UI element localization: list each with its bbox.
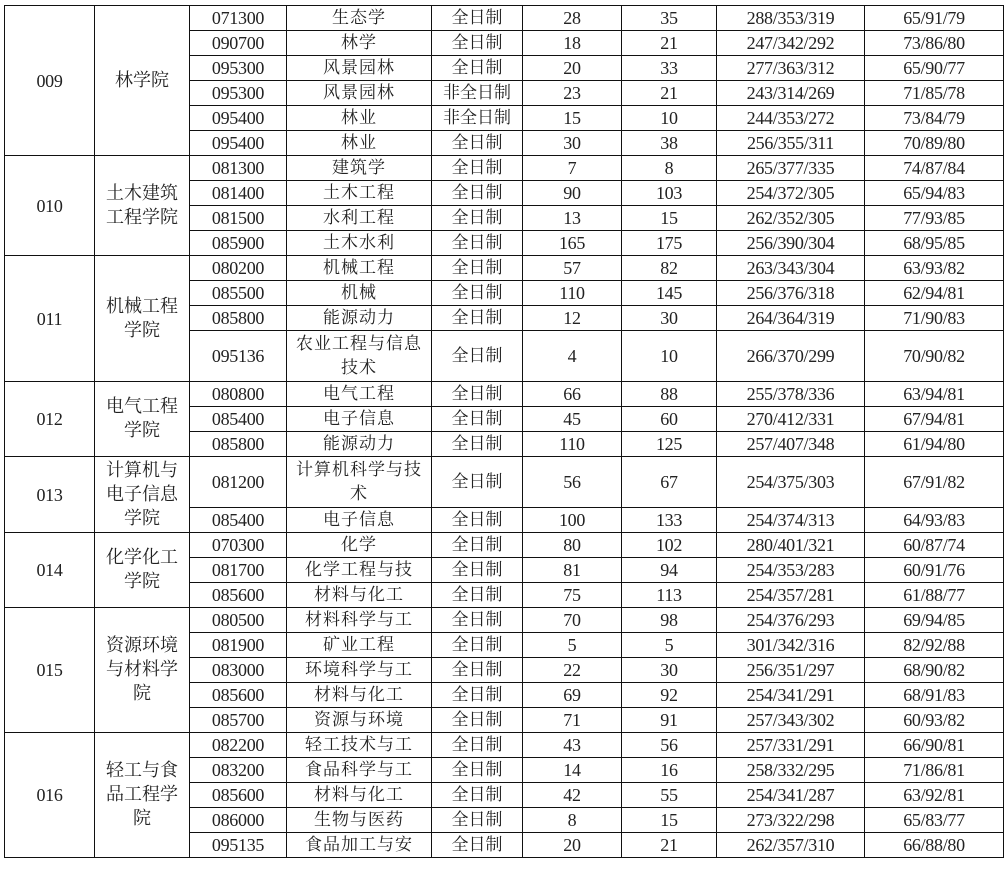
politics-score-range: 73/84/79 (865, 106, 1004, 131)
planned-count: 70 (523, 608, 622, 633)
study-mode: 全日制 (432, 808, 523, 833)
major-name: 林业 (287, 106, 432, 131)
admission-score-table (4, 5, 1004, 858)
major-name: 建筑学 (287, 156, 432, 181)
politics-score-range: 68/95/85 (865, 231, 1004, 256)
politics-score-range: 65/83/77 (865, 808, 1004, 833)
politics-score-range: 68/90/82 (865, 658, 1004, 683)
admitted-count: 113 (622, 583, 717, 608)
major-name: 材料科学与工 (287, 608, 432, 633)
major-code: 082200 (190, 733, 287, 758)
major-name: 风景园林 (287, 56, 432, 81)
planned-count: 20 (523, 833, 622, 858)
admitted-count: 38 (622, 131, 717, 156)
planned-count: 69 (523, 683, 622, 708)
study-mode: 全日制 (432, 382, 523, 407)
major-code: 081500 (190, 206, 287, 231)
study-mode: 全日制 (432, 533, 523, 558)
major-name: 化学工程与技 (287, 558, 432, 583)
admitted-count: 92 (622, 683, 717, 708)
planned-count: 42 (523, 783, 622, 808)
planned-count: 13 (523, 206, 622, 231)
major-code: 081900 (190, 633, 287, 658)
planned-count: 71 (523, 708, 622, 733)
admitted-count: 21 (622, 31, 717, 56)
school-code: 014 (5, 533, 95, 608)
major-name: 机械工程 (287, 256, 432, 281)
planned-count: 56 (523, 457, 622, 508)
study-mode: 全日制 (432, 256, 523, 281)
major-name: 水利工程 (287, 206, 432, 231)
school-code: 011 (5, 256, 95, 382)
planned-count: 45 (523, 407, 622, 432)
admitted-count: 35 (622, 6, 717, 31)
admitted-count: 102 (622, 533, 717, 558)
total-score-range: 266/370/299 (717, 331, 865, 382)
study-mode: 全日制 (432, 583, 523, 608)
school-name: 林学院 (95, 6, 190, 156)
school-code: 010 (5, 156, 95, 256)
total-score-range: 254/372/305 (717, 181, 865, 206)
planned-count: 81 (523, 558, 622, 583)
politics-score-range: 69/94/85 (865, 608, 1004, 633)
major-code: 070300 (190, 533, 287, 558)
major-code: 080800 (190, 382, 287, 407)
total-score-range: 288/353/319 (717, 6, 865, 31)
major-name: 电子信息 (287, 407, 432, 432)
table-row (5, 533, 1004, 558)
politics-score-range: 65/94/83 (865, 181, 1004, 206)
planned-count: 20 (523, 56, 622, 81)
major-name: 能源动力 (287, 306, 432, 331)
politics-score-range: 61/88/77 (865, 583, 1004, 608)
table-row (5, 382, 1004, 407)
major-name: 林学 (287, 31, 432, 56)
politics-score-range: 65/90/77 (865, 56, 1004, 81)
major-code: 095300 (190, 56, 287, 81)
planned-count: 30 (523, 131, 622, 156)
study-mode: 全日制 (432, 758, 523, 783)
politics-score-range: 62/94/81 (865, 281, 1004, 306)
major-code: 085900 (190, 231, 287, 256)
major-code: 085800 (190, 432, 287, 457)
major-name: 食品加工与安 (287, 833, 432, 858)
politics-score-range: 61/94/80 (865, 432, 1004, 457)
planned-count: 28 (523, 6, 622, 31)
total-score-range: 277/363/312 (717, 56, 865, 81)
politics-score-range: 71/85/78 (865, 81, 1004, 106)
politics-score-range: 63/93/82 (865, 256, 1004, 281)
study-mode: 全日制 (432, 206, 523, 231)
admitted-count: 10 (622, 106, 717, 131)
school-name: 轻工与食品工程学院 (95, 733, 190, 858)
total-score-range: 280/401/321 (717, 533, 865, 558)
major-name: 生物与医药 (287, 808, 432, 833)
study-mode: 全日制 (432, 658, 523, 683)
major-code: 095136 (190, 331, 287, 382)
major-code: 081700 (190, 558, 287, 583)
planned-count: 110 (523, 281, 622, 306)
major-code: 085500 (190, 281, 287, 306)
admitted-count: 55 (622, 783, 717, 808)
major-code: 081200 (190, 457, 287, 508)
total-score-range: 256/376/318 (717, 281, 865, 306)
total-score-range: 254/341/287 (717, 783, 865, 808)
total-score-range: 257/331/291 (717, 733, 865, 758)
study-mode: 全日制 (432, 131, 523, 156)
planned-count: 12 (523, 306, 622, 331)
planned-count: 75 (523, 583, 622, 608)
major-name: 能源动力 (287, 432, 432, 457)
study-mode: 全日制 (432, 6, 523, 31)
major-name: 食品科学与工 (287, 758, 432, 783)
major-code: 095135 (190, 833, 287, 858)
study-mode: 全日制 (432, 281, 523, 306)
study-mode: 非全日制 (432, 106, 523, 131)
planned-count: 165 (523, 231, 622, 256)
study-mode: 全日制 (432, 231, 523, 256)
school-name: 化学化工学院 (95, 533, 190, 608)
planned-count: 43 (523, 733, 622, 758)
table-row (5, 733, 1004, 758)
admitted-count: 82 (622, 256, 717, 281)
study-mode: 全日制 (432, 457, 523, 508)
admitted-count: 88 (622, 382, 717, 407)
major-code: 085700 (190, 708, 287, 733)
admitted-count: 21 (622, 81, 717, 106)
planned-count: 66 (523, 382, 622, 407)
admitted-count: 67 (622, 457, 717, 508)
table-body (5, 6, 1004, 858)
major-code: 086000 (190, 808, 287, 833)
politics-score-range: 66/90/81 (865, 733, 1004, 758)
major-name: 土木水利 (287, 231, 432, 256)
politics-score-range: 66/88/80 (865, 833, 1004, 858)
total-score-range: 257/407/348 (717, 432, 865, 457)
total-score-range: 247/342/292 (717, 31, 865, 56)
admitted-count: 91 (622, 708, 717, 733)
study-mode: 全日制 (432, 783, 523, 808)
total-score-range: 262/352/305 (717, 206, 865, 231)
major-code: 085400 (190, 508, 287, 533)
admitted-count: 125 (622, 432, 717, 457)
politics-score-range: 65/91/79 (865, 6, 1004, 31)
planned-count: 57 (523, 256, 622, 281)
admitted-count: 103 (622, 181, 717, 206)
major-code: 071300 (190, 6, 287, 31)
major-name: 材料与化工 (287, 783, 432, 808)
major-code: 081400 (190, 181, 287, 206)
planned-count: 22 (523, 658, 622, 683)
study-mode: 全日制 (432, 508, 523, 533)
school-name: 资源环境与材料学院 (95, 608, 190, 733)
admitted-count: 10 (622, 331, 717, 382)
study-mode: 全日制 (432, 306, 523, 331)
major-name: 机械 (287, 281, 432, 306)
school-code: 013 (5, 457, 95, 533)
politics-score-range: 63/92/81 (865, 783, 1004, 808)
politics-score-range: 82/92/88 (865, 633, 1004, 658)
total-score-range: 256/390/304 (717, 231, 865, 256)
major-code: 095400 (190, 131, 287, 156)
study-mode: 全日制 (432, 331, 523, 382)
major-code: 085800 (190, 306, 287, 331)
major-name: 土木工程 (287, 181, 432, 206)
total-score-range: 264/364/319 (717, 306, 865, 331)
politics-score-range: 60/91/76 (865, 558, 1004, 583)
total-score-range: 243/314/269 (717, 81, 865, 106)
table-row (5, 457, 1004, 508)
major-name: 轻工技术与工 (287, 733, 432, 758)
study-mode: 非全日制 (432, 81, 523, 106)
school-name: 电气工程学院 (95, 382, 190, 457)
politics-score-range: 70/90/82 (865, 331, 1004, 382)
planned-count: 7 (523, 156, 622, 181)
politics-score-range: 64/93/83 (865, 508, 1004, 533)
study-mode: 全日制 (432, 733, 523, 758)
school-name: 机械工程学院 (95, 256, 190, 382)
major-name: 电气工程 (287, 382, 432, 407)
politics-score-range: 60/93/82 (865, 708, 1004, 733)
politics-score-range: 71/86/81 (865, 758, 1004, 783)
table-row (5, 256, 1004, 281)
planned-count: 8 (523, 808, 622, 833)
study-mode: 全日制 (432, 432, 523, 457)
total-score-range: 273/322/298 (717, 808, 865, 833)
admitted-count: 56 (622, 733, 717, 758)
study-mode: 全日制 (432, 31, 523, 56)
major-code: 083000 (190, 658, 287, 683)
planned-count: 15 (523, 106, 622, 131)
total-score-range: 255/378/336 (717, 382, 865, 407)
study-mode: 全日制 (432, 608, 523, 633)
study-mode: 全日制 (432, 708, 523, 733)
politics-score-range: 73/86/80 (865, 31, 1004, 56)
admitted-count: 21 (622, 833, 717, 858)
table-row (5, 608, 1004, 633)
total-score-range: 254/374/313 (717, 508, 865, 533)
major-name: 风景园林 (287, 81, 432, 106)
planned-count: 90 (523, 181, 622, 206)
planned-count: 110 (523, 432, 622, 457)
major-code: 080200 (190, 256, 287, 281)
planned-count: 80 (523, 533, 622, 558)
school-name: 土木建筑工程学院 (95, 156, 190, 256)
total-score-range: 256/355/311 (717, 131, 865, 156)
major-code: 095300 (190, 81, 287, 106)
major-code: 095400 (190, 106, 287, 131)
major-code: 090700 (190, 31, 287, 56)
total-score-range: 244/353/272 (717, 106, 865, 131)
school-code: 016 (5, 733, 95, 858)
major-code: 085400 (190, 407, 287, 432)
total-score-range: 265/377/335 (717, 156, 865, 181)
study-mode: 全日制 (432, 407, 523, 432)
school-code: 012 (5, 382, 95, 457)
major-name: 生态学 (287, 6, 432, 31)
total-score-range: 262/357/310 (717, 833, 865, 858)
total-score-range: 257/343/302 (717, 708, 865, 733)
admitted-count: 60 (622, 407, 717, 432)
school-name: 计算机与电子信息学院 (95, 457, 190, 533)
total-score-range: 301/342/316 (717, 633, 865, 658)
major-name: 农业工程与信息技术 (287, 331, 432, 382)
planned-count: 100 (523, 508, 622, 533)
admitted-count: 8 (622, 156, 717, 181)
admitted-count: 133 (622, 508, 717, 533)
study-mode: 全日制 (432, 156, 523, 181)
politics-score-range: 67/94/81 (865, 407, 1004, 432)
total-score-range: 254/357/281 (717, 583, 865, 608)
study-mode: 全日制 (432, 558, 523, 583)
major-name: 矿业工程 (287, 633, 432, 658)
admitted-count: 30 (622, 306, 717, 331)
study-mode: 全日制 (432, 683, 523, 708)
major-name: 化学 (287, 533, 432, 558)
school-code: 009 (5, 6, 95, 156)
politics-score-range: 63/94/81 (865, 382, 1004, 407)
total-score-range: 254/376/293 (717, 608, 865, 633)
total-score-range: 254/353/283 (717, 558, 865, 583)
politics-score-range: 68/91/83 (865, 683, 1004, 708)
admitted-count: 16 (622, 758, 717, 783)
planned-count: 14 (523, 758, 622, 783)
politics-score-range: 67/91/82 (865, 457, 1004, 508)
admitted-count: 33 (622, 56, 717, 81)
study-mode: 全日制 (432, 56, 523, 81)
table-row (5, 156, 1004, 181)
major-name: 电子信息 (287, 508, 432, 533)
major-code: 083200 (190, 758, 287, 783)
politics-score-range: 70/89/80 (865, 131, 1004, 156)
admitted-count: 30 (622, 658, 717, 683)
planned-count: 23 (523, 81, 622, 106)
total-score-range: 263/343/304 (717, 256, 865, 281)
admitted-count: 15 (622, 808, 717, 833)
total-score-range: 254/375/303 (717, 457, 865, 508)
total-score-range: 254/341/291 (717, 683, 865, 708)
admitted-count: 5 (622, 633, 717, 658)
admitted-count: 98 (622, 608, 717, 633)
study-mode: 全日制 (432, 833, 523, 858)
planned-count: 4 (523, 331, 622, 382)
major-name: 资源与环境 (287, 708, 432, 733)
major-name: 材料与化工 (287, 583, 432, 608)
major-code: 080500 (190, 608, 287, 633)
table-row (5, 6, 1004, 31)
politics-score-range: 60/87/74 (865, 533, 1004, 558)
major-name: 林业 (287, 131, 432, 156)
politics-score-range: 74/87/84 (865, 156, 1004, 181)
total-score-range: 270/412/331 (717, 407, 865, 432)
major-code: 085600 (190, 583, 287, 608)
school-code: 015 (5, 608, 95, 733)
major-name: 材料与化工 (287, 683, 432, 708)
total-score-range: 258/332/295 (717, 758, 865, 783)
major-code: 085600 (190, 783, 287, 808)
study-mode: 全日制 (432, 633, 523, 658)
admitted-count: 145 (622, 281, 717, 306)
admitted-count: 15 (622, 206, 717, 231)
politics-score-range: 71/90/83 (865, 306, 1004, 331)
planned-count: 5 (523, 633, 622, 658)
admitted-count: 94 (622, 558, 717, 583)
total-score-range: 256/351/297 (717, 658, 865, 683)
politics-score-range: 77/93/85 (865, 206, 1004, 231)
planned-count: 18 (523, 31, 622, 56)
major-name: 环境科学与工 (287, 658, 432, 683)
admitted-count: 175 (622, 231, 717, 256)
major-code: 085600 (190, 683, 287, 708)
major-name: 计算机科学与技术 (287, 457, 432, 508)
study-mode: 全日制 (432, 181, 523, 206)
major-code: 081300 (190, 156, 287, 181)
